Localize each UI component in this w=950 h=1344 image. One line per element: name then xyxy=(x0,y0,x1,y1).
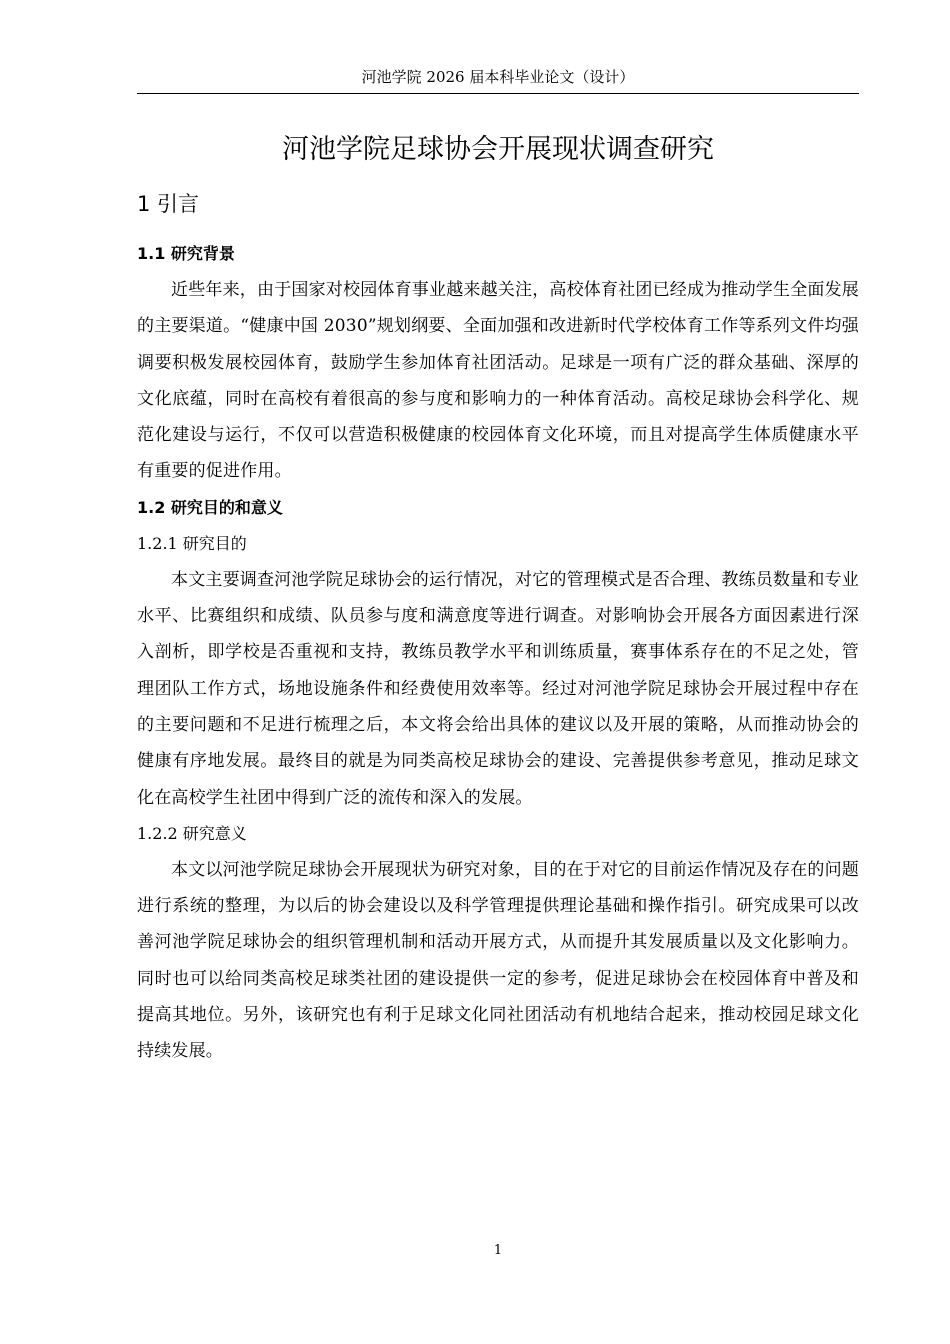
section-heading-intro: 1 引言 xyxy=(137,192,200,216)
paragraph-background: 近些年来，由于国家对校园体育事业越来越关注，高校体育社团已经成为推动学生全面发展的主要渠道。“健康中国 2030”规划纲要、全面加强和改进新时代学校体育工作等系列文件均强调要积极发展校园体育，鼓励学生参加体育社团活动。足球是一项有广泛的群众基础、深厚的文化底蕴，同时在高校有着很高的参与度和影响力的一种体育活动。高校足球协会科学化、规范化建设与运行，不仅可以营造积极健康的校园体育文化环境，而且对提高学生体质健康水平有重要的促进作用。 xyxy=(137,280,859,482)
subsection-heading-purpose-significance: 1.2 研究目的和意义 xyxy=(137,497,283,517)
page-number: 1 xyxy=(493,1243,503,1258)
document-body xyxy=(137,186,859,1070)
document-title: 河池学院足球协会开展现状调查研究 xyxy=(282,134,714,165)
header-rule xyxy=(137,93,859,94)
paragraph-significance: 本文以河池学院足球协会开展现状为研究对象，目的在于对它的目前运作情况及存在的问题进行系统的整理，为以后的协会建设以及科学管理提供理论基础和操作指引。研究成果可以改善河池学院足球协会的组织管理机制和活动开展方式，从而提升其发展质量以及文化影响力。同时也可以给同类高校足球类社团的建设提供一定的参考，促进足球协会在校园体育中普及和提高其地位。另外，该研究也有利于足球文化同社团活动有机地结合起来，推动校园足球文化持续发展。 xyxy=(137,859,859,1062)
running-header: 河池学院 2026 届本科毕业论文（设计） xyxy=(361,68,635,86)
subsubsection-heading-purpose: 1.2.1 研究目的 xyxy=(137,533,247,553)
subsection-heading-background: 1.1 研究背景 xyxy=(137,244,235,263)
subsubsection-heading-significance: 1.2.2 研究意义 xyxy=(137,823,247,843)
paragraph-purpose: 本文主要调查河池学院足球协会的运行情况，对它的管理模式是否合理、教练员数量和专业水平、比赛组织和成绩、队员参与度和满意度等进行调查。对影响协会开展各方面因素进行深入剖析，即学校是否重视和支持，教练员教学水平和训练质量，赛事体系存在的不足之处，管理团队工作方式，场地设施条件和经费使用效率等。经过对河池学院足球协会开展过程中存在的主要问题和不足进行梳理之后，本文将会给出具体的建议以及开展的策略，从而推动协会的健康有序地发展。最终目的就是为同类高校足球协会的建设、完善提供参考意见，推动足球文化在高校学生社团中得到广泛的流传和深入的发展。 xyxy=(137,569,859,808)
